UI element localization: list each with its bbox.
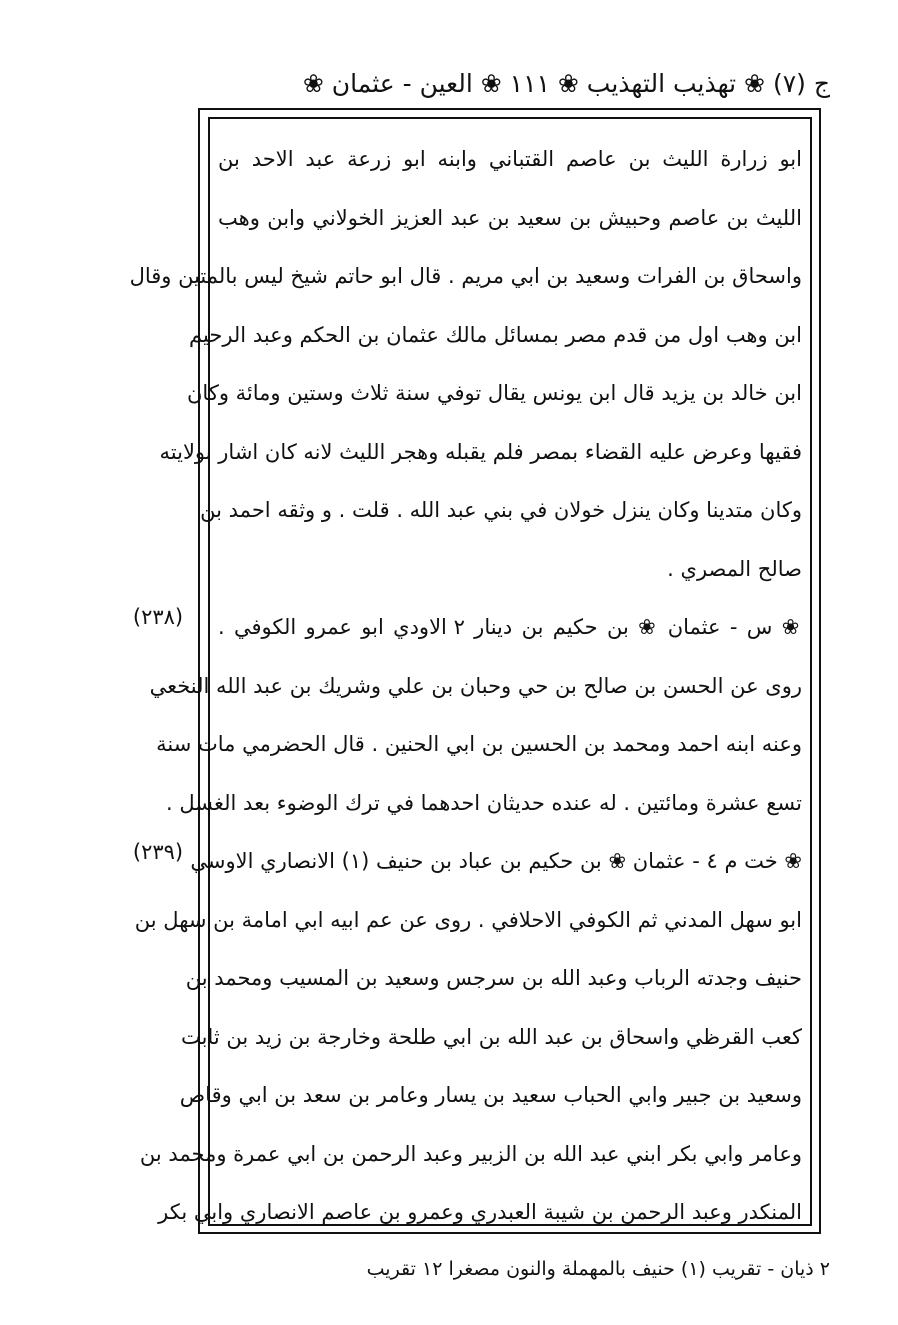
- footnote: ٢ ذيان - تقريب (١) حنيف بالمهملة والنون مصغرا ١٢ تقريب: [366, 1258, 830, 1280]
- text-line: وعنه ابنه احمد ومحمد بن الحسين بن ابي الحنين . قال الحضرمي مات سنة: [156, 732, 802, 756]
- running-header: ج (٧) ❀ تهذيب التهذيب ❀ ١١١ ❀ العين - عثمان ❀: [302, 69, 830, 98]
- text-line: المنكدر وعبد الرحمن بن شيبة العبدري وعمرو بن عاصم الانصاري وابي بكر: [158, 1200, 802, 1224]
- text-line: روى عن الحسن بن صالح بن حي وحبان بن علي وشريك بن عبد الله النخعي: [149, 673, 802, 698]
- entry-number-239: (٢٣٩): [132, 840, 184, 864]
- text-line: فقيها وعرض عليه القضاء بمصر فلم يقبله وهجر الليث لانه كان اشار بولايته: [159, 439, 802, 464]
- text-line: ابو زرارة الليث بن عاصم القتباني وابنه ابو زرعة عبد الاحد بن: [218, 147, 802, 171]
- text-line: الليث بن عاصم وحبيش بن سعيد بن عبد العزيز الخولاني وابن وهب: [218, 205, 802, 230]
- entry-heading-line: ❀ خت م ٤ - عثمان ❀ بن حكيم بن عباد بن حنيف (١) الانصاري الاوسي: [190, 849, 802, 873]
- text-line: تسع عشرة ومائتين . له عنده حديثان احدهما في ترك الوضوء بعد الغسل .: [166, 790, 802, 815]
- text-line: وسعيد بن جبير وابي الحباب سعيد بن يسار وعامر بن سعد بن ابي وقاص: [179, 1083, 802, 1107]
- text-line: وعامر وابي بكر ابني عبد الله بن الزبير وعبد الرحمن بن ابي عمرة ومحمد بن: [139, 1141, 802, 1166]
- text-line: واسحاق بن الفرات وسعيد بن ابي مريم . قال ابو حاتم شيخ ليس بالمتين وقال: [129, 264, 802, 288]
- text-line: ابن خالد بن يزيد قال ابن يونس يقال توفي سنة ثلاث وستين ومائة وكان: [187, 381, 802, 405]
- entry-number-238: (٢٣٨): [132, 605, 184, 629]
- text-line: ابن وهب اول من قدم مصر بمسائل مالك عثمان بن الحكم وعبد الرحيم: [189, 322, 802, 347]
- text-line: ابو سهل المدني ثم الكوفي الاحلافي . روى عن عم ابيه ابي امامة بن سهل بن: [134, 907, 802, 932]
- entry-heading-line: ❀ س - عثمان ❀ بن حكيم بن دينار ٢ الاودي ابو عمرو الكوفي .: [218, 615, 802, 639]
- text-line: وكان متدينا وكان ينزل خولان في بني عبد الله . قلت . و وثقه احمد بن: [200, 498, 802, 522]
- text-line: صالح المصري .: [667, 556, 802, 581]
- text-line: كعب القرظي واسحاق بن عبد الله بن ابي طلحة وخارجة بن زيد بن ثابت: [181, 1024, 802, 1049]
- text-line: حنيف وجدته الرباب وعبد الله بن سرجس وسعيد بن المسيب ومحمد بن: [185, 966, 802, 990]
